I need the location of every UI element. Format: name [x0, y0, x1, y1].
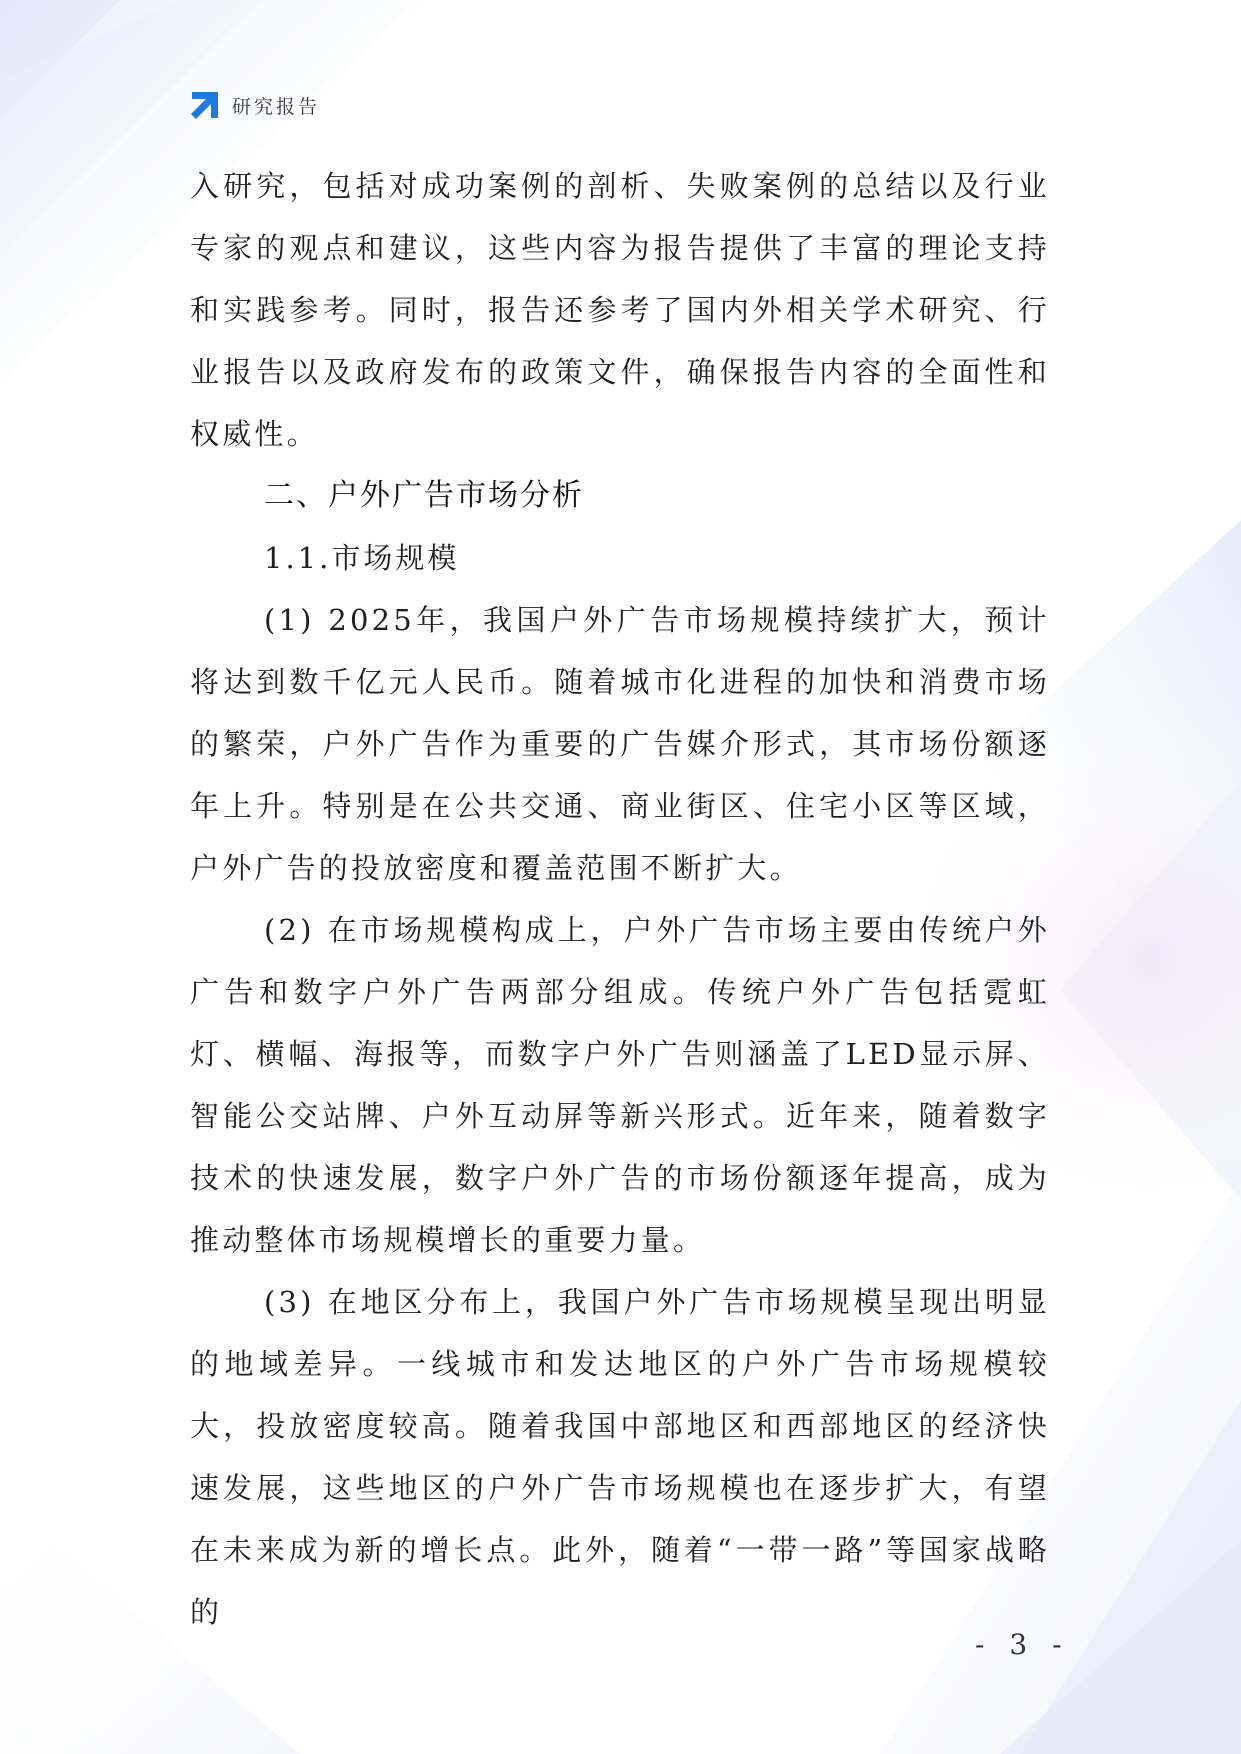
paragraph-3: (3) 在地区分布上，我国户外广告市场规模呈现出明显的地域差异。一线城市和发达地区的户外广告市场规模较大，投放密度较高。随着我国中部地区和西部地区的经济快速发展，这些地区的户外广告市场规模也在逐步扩大，有望在未来成为新的增长点。此外，随着“一带一路”等国家战略的 — [190, 1285, 1050, 1629]
page-number: - 3 - — [975, 1628, 1070, 1661]
header-title: 研究报告 — [232, 95, 321, 118]
document-body — [190, 155, 1050, 1643]
paragraph-2: (2) 在市场规模构成上，户外广告市场主要由传统户外广告和数字户外广告两部分组成。传统户外广告包括霓虹灯、横幅、海报等，而数字户外广告则涵盖了LED显示屏、智能公交站牌、户外互动屏等新兴形式。近年来，随着数字技术的快速发展，数字户外广告的市场份额逐年提高，成为推动整体市场规模增长的重要力量。 — [190, 913, 1050, 1257]
subsection-heading: 1.1.市场规模 — [264, 541, 460, 575]
paragraph-continued: 入研究，包括对成功案例的剖析、失败案例的总结以及行业专家的观点和建议，这些内容为报告提供了丰富的理论支持和实践参考。同时，报告还参考了国内外相关学术研究、行业报告以及政府发布的政策文件，确保报告内容的全面性和权威性。 — [190, 169, 1050, 451]
section-heading: 二、户外广告市场分析 — [264, 478, 584, 513]
paragraph-1: (1) 2025年，我国户外广告市场规模持续扩大，预计将达到数千亿元人民币。随着城市化进程的加快和消费市场的繁荣，户外广告作为重要的广告媒介形式，其市场份额逐年上升。特别是在公共交通、商业街区、住宅小区等区域，户外广告的投放密度和覆盖范围不断扩大。 — [190, 603, 1050, 885]
report-header — [188, 88, 320, 122]
arrow-up-right-icon — [188, 88, 222, 122]
